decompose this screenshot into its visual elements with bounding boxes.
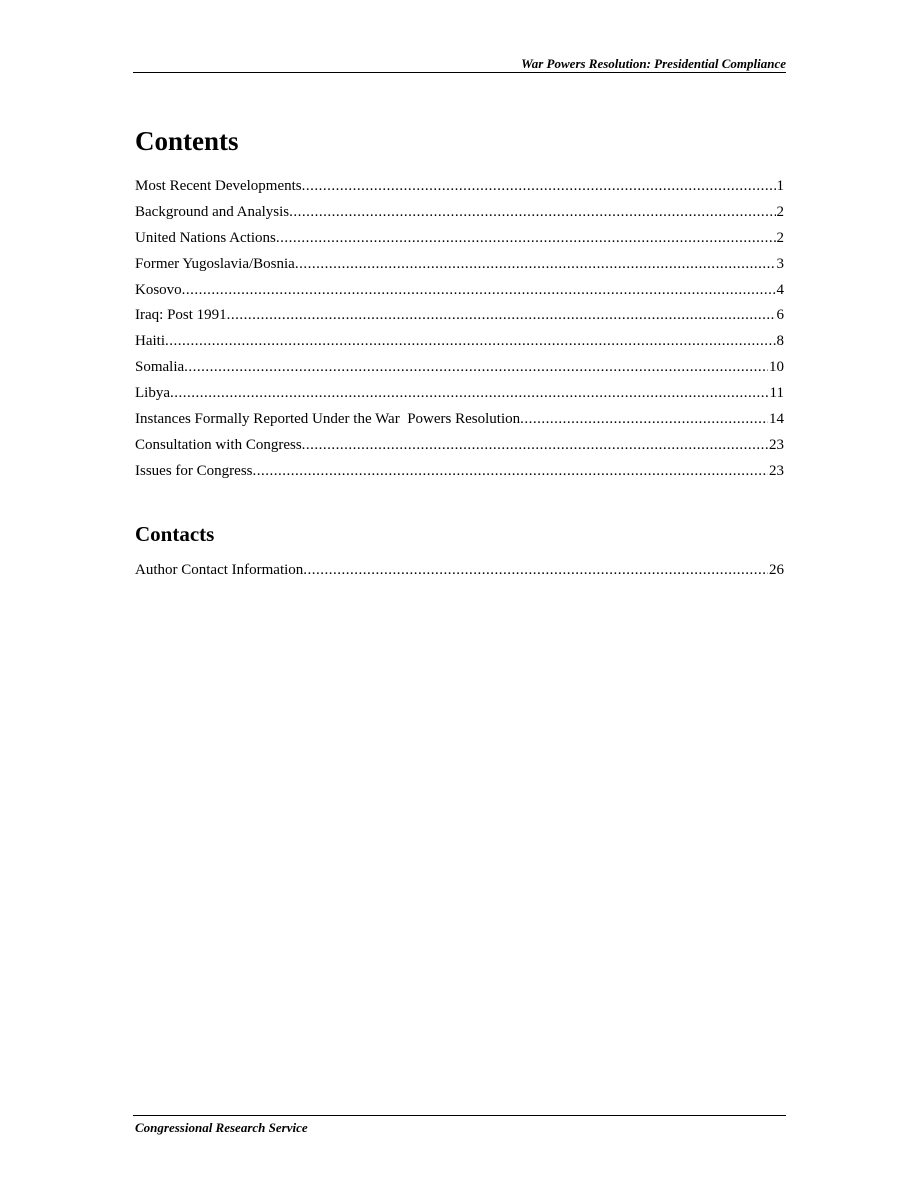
- toc-entry[interactable]: [135, 435, 784, 461]
- toc-entry-page[interactable]: 6: [776, 307, 784, 324]
- toc-dot-leader: [303, 560, 768, 580]
- toc-entry-title[interactable]: Kosovo: [135, 281, 182, 298]
- toc-entry-page[interactable]: 23: [769, 436, 784, 453]
- toc-dot-leader: [170, 383, 769, 403]
- toc-entry-title[interactable]: Issues for Congress: [135, 462, 253, 479]
- toc-dot-leader: [253, 461, 769, 481]
- toc-entry-title[interactable]: United Nations Actions: [135, 229, 276, 246]
- toc-entry-title[interactable]: Consultation with Congress: [135, 436, 302, 453]
- contacts-heading: Contacts: [135, 522, 215, 546]
- toc-entry[interactable]: [135, 461, 784, 487]
- toc-entry-page[interactable]: 3: [776, 255, 784, 272]
- toc-entry-page[interactable]: 8: [776, 333, 784, 350]
- toc-entry[interactable]: [135, 560, 784, 586]
- toc-dot-leader: [276, 228, 776, 248]
- toc-entry-page[interactable]: 11: [769, 385, 784, 402]
- toc-entry[interactable]: [135, 202, 784, 228]
- toc-dot-leader: [302, 176, 776, 196]
- toc-entry-title[interactable]: Iraq: Post 1991: [135, 307, 227, 324]
- toc-entry[interactable]: [135, 409, 784, 435]
- toc-entry-title[interactable]: Instances Formally Reported Under the War Powers Resolution: [135, 411, 521, 428]
- toc-entry-page[interactable]: 1: [776, 178, 784, 194]
- footer-rule: [133, 1115, 786, 1116]
- toc-entry[interactable]: [135, 331, 784, 357]
- toc-entry-title[interactable]: Author Contact Information: [135, 562, 304, 578]
- toc-dot-leader: [182, 280, 776, 300]
- toc-entry-title[interactable]: Somalia: [135, 359, 185, 376]
- toc-entry-title[interactable]: Former Yugoslavia/Bosnia: [135, 255, 295, 272]
- contacts-list: [135, 560, 784, 586]
- toc-entry[interactable]: [135, 305, 784, 331]
- toc-dot-leader: [289, 202, 775, 222]
- toc-entry-page[interactable]: 14: [769, 411, 784, 428]
- toc-entry[interactable]: [135, 176, 784, 202]
- toc-entry-page[interactable]: 23: [769, 462, 784, 479]
- toc-entry[interactable]: [135, 228, 784, 254]
- toc-entry-page[interactable]: 10: [769, 359, 784, 376]
- toc-entry-title[interactable]: Haiti: [135, 333, 165, 350]
- toc-dot-leader: [227, 305, 776, 325]
- toc-entry[interactable]: [135, 383, 784, 409]
- toc-entry[interactable]: [135, 357, 784, 383]
- toc-entry-title[interactable]: Libya: [135, 385, 170, 402]
- toc-dot-leader: [184, 357, 768, 377]
- running-footer: Congressional Research Service: [135, 1120, 308, 1135]
- header-rule: [133, 72, 786, 73]
- toc-dot-leader: [520, 409, 768, 429]
- running-header: War Powers Resolution: Presidential Compliance: [521, 56, 786, 71]
- toc-dot-leader: [165, 331, 776, 351]
- toc-entry-page[interactable]: 4: [776, 281, 784, 298]
- toc-entry-page[interactable]: 2: [776, 229, 784, 246]
- toc-entry-title[interactable]: Most Recent Developments: [135, 178, 302, 194]
- toc-dot-leader: [295, 254, 776, 274]
- toc-entry[interactable]: [135, 280, 784, 306]
- toc-entry[interactable]: [135, 254, 784, 280]
- toc-dot-leader: [302, 435, 768, 455]
- toc-entry-title[interactable]: Background and Analysis: [135, 203, 290, 220]
- toc-entry-page[interactable]: 2: [776, 203, 784, 220]
- toc-entry-page[interactable]: 26: [769, 562, 784, 578]
- contents-heading: Contents: [135, 126, 239, 156]
- contents-list: [135, 176, 784, 487]
